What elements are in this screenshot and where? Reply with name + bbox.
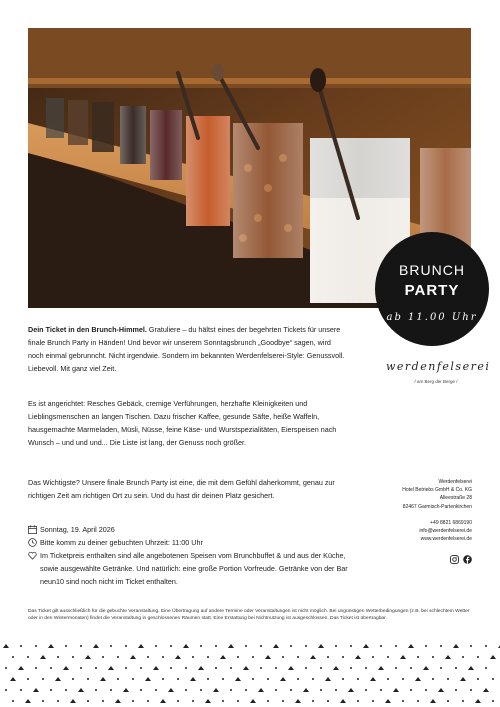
terms-fineprint: Das Ticket gilt ausschließlich für die gebuchte Veranstaltung. Eine Übertragung auf andere Termine oder Veranstaltungen ist nicht möglich. Bei ungünstigen Wetterbedingungen (z.B. bei schlechtem Wetter oder in den Wintermonaten) findet die Veranstaltung in geschlossenen Räumen statt. Eine Erstattung bei Nichtnutzung ist ausgeschlossen. Das Ticket ist übertragbar. xyxy=(28,609,470,621)
clock-icon xyxy=(28,538,37,547)
closing-paragraph: Das Wichtigste? Unsere finale Brunch Party ist eine, die mit dem Gefühl daherkommt, genau zur richtigen Zeit am richtigen Ort zu sein. Und du hast dir deinen Platz gesichert. xyxy=(28,478,335,500)
facebook-icon[interactable] xyxy=(463,551,472,560)
social-links xyxy=(450,551,472,560)
event-date: Sonntag, 19. April 2026 xyxy=(40,525,115,534)
city: 82467 Garmisch-Partenkirchen xyxy=(402,503,472,510)
included-text: Im Ticketpreis enthalten sind alle angebotenen Speisen vom Brunchbuffet & und aus der Küche, sowie ausgewählte Getränke. Und natürlich: eine große Portion Vorfreude. Getränke von der Bar neun10 sind noch nicht im Ticket enthalten. xyxy=(40,551,348,586)
badge-line2: PARTY xyxy=(404,282,460,299)
intro-lead: Dein Ticket in den Brunch-Himmel. xyxy=(28,325,147,334)
street: Alleestraße 28 xyxy=(439,495,472,502)
decorative-pattern xyxy=(0,640,500,707)
phone: +49 8821 6869190 xyxy=(430,519,472,526)
time-row xyxy=(28,536,348,549)
company-name: Werdenfelserei xyxy=(438,479,472,485)
instagram-icon[interactable] xyxy=(450,551,459,560)
menu-paragraph: Es ist angerichtet: Resches Gebäck, cremige Verführungen, herzhafte Kleinigkeiten und Lieblingsmenschen an langen Tischen. Dazu frischer Kaffee, gesunde Säfte, heiße Waffeln, hausgemachte Marmeladen, Müsli, Nüsse, feine Käse- und Wurstspezialitäten, Eierspeisen nach Wunsch – und und und... Die Liste ist lang, der Genuss noch größer. xyxy=(28,399,337,447)
date-row xyxy=(28,523,348,536)
included-row xyxy=(28,549,348,588)
company-legal: Hotel Betriebs GmbH & Co. KG xyxy=(402,487,472,494)
brunch-party-badge xyxy=(375,232,489,346)
brand-logo xyxy=(386,360,491,384)
logo-name: werdenfelserei xyxy=(386,360,491,373)
event-time: Bitte komm zu deiner gebuchten Uhrzeit: 11:00 Uhr xyxy=(40,538,203,547)
heart-icon xyxy=(28,551,37,560)
badge-line1: BRUNCH xyxy=(399,262,465,278)
email-link[interactable]: info@werdenfelserei.de xyxy=(419,528,472,535)
contact-block xyxy=(342,478,472,543)
intro-text: Gratuliere – du hältst eines der begehrten Tickets für unsere finale Brunch Party in Händen! Und bevor wir unserem Sonntagsbrunch „Goodbye“ sagen, wird noch einmal gebrunncht. Nicht irgendwie. Sondern im bekannten Werdenfelserei-Style: Genussvoll. Liebevoll. Mit ganz viel Zeit. xyxy=(28,325,345,373)
badge-time: ab 11.00 Uhr xyxy=(386,312,478,323)
calendar-icon xyxy=(28,525,37,534)
logo-tagline: / am Berg der Berge / xyxy=(414,379,458,384)
intro-paragraph xyxy=(28,323,348,375)
website-link[interactable]: www.werdenfelserei.de xyxy=(420,536,472,543)
event-details xyxy=(28,523,348,588)
